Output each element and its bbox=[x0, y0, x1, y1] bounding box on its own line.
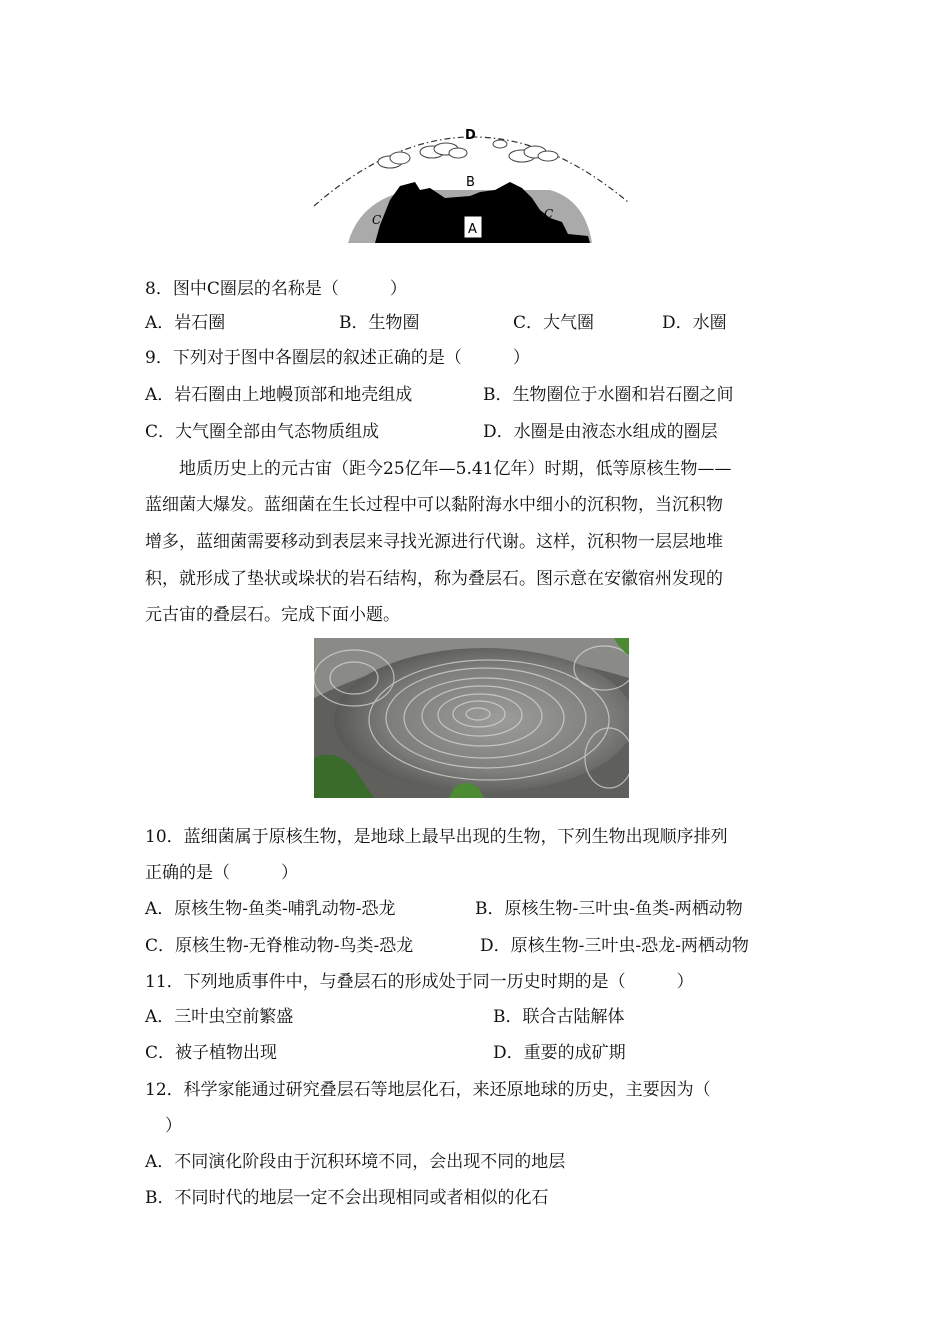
q11-option-d: D．重要的成矿期 bbox=[493, 1043, 626, 1063]
q8-option-b: B．生物圈 bbox=[339, 313, 420, 333]
passage-line: 增多，蓝细菌需要移动到表层来寻找光源进行代谢。这样，沉积物一层层地堆 bbox=[145, 532, 723, 552]
cloud-icon bbox=[378, 152, 410, 168]
q10-option-c: C．原核生物-无脊椎动物-鸟类-恐龙 bbox=[145, 936, 414, 956]
label-c-right: C bbox=[544, 207, 554, 221]
cloud-icon bbox=[509, 146, 558, 162]
stromatolite-photo bbox=[314, 638, 629, 798]
label-b: B bbox=[466, 175, 475, 190]
passage-line: 元古宙的叠层石。完成下面小题。 bbox=[145, 605, 400, 625]
q10-option-d: D．原核生物-三叶虫-恐龙-两栖动物 bbox=[480, 936, 749, 956]
question-12-stem: 12．科学家能通过研究叠层石等地层化石，来还原地球的历史，主要因为（ bbox=[145, 1080, 711, 1100]
q10-option-b: B．原核生物-三叶虫-鱼类-两栖动物 bbox=[475, 899, 743, 919]
q8-option-c: C．大气圈 bbox=[513, 313, 595, 333]
question-9-stem: 9．下列对于图中各圈层的叙述正确的是（ ） bbox=[145, 348, 530, 368]
question-12-stem-cont: ） bbox=[165, 1116, 182, 1136]
question-11-stem: 11．下列地质事件中，与叠层石的形成处于同一历史时期的是（ ） bbox=[145, 972, 694, 992]
earth-spheres-diagram bbox=[300, 110, 640, 250]
label-a: A bbox=[468, 222, 477, 237]
q11-option-a: A．三叶虫空前繁盛 bbox=[145, 1007, 294, 1027]
q9-option-c: C．大气圈全部由气态物质组成 bbox=[145, 422, 380, 442]
question-8-stem: 8．图中C圈层的名称是（ ） bbox=[145, 279, 407, 299]
q8-option-a: A．岩石圈 bbox=[145, 313, 226, 333]
q9-option-b: B．生物圈位于水圈和岩石圈之间 bbox=[483, 385, 734, 405]
q9-option-d: D．水圈是由液态水组成的圈层 bbox=[483, 422, 718, 442]
q10-option-a: A．原核生物-鱼类-哺乳动物-恐龙 bbox=[145, 899, 396, 919]
cloud-icon bbox=[493, 140, 507, 148]
q9-option-a: A．岩石圈由上地幔顶部和地壳组成 bbox=[145, 385, 413, 405]
label-d: D bbox=[465, 128, 476, 143]
q12-option-b: B．不同时代的地层一定不会出现相同或者相似的化石 bbox=[145, 1188, 549, 1208]
q8-option-d: D．水圈 bbox=[662, 313, 727, 333]
question-10-stem: 10．蓝细菌属于原核生物，是地球上最早出现的生物，下列生物出现顺序排列 bbox=[145, 827, 728, 847]
q12-option-a: A．不同演化阶段由于沉积环境不同，会出现不同的地层 bbox=[145, 1152, 566, 1172]
passage-line: 地质历史上的元古宙（距今25亿年—5.41亿年）时期，低等原核生物—— bbox=[179, 459, 732, 479]
passage-line: 积，就形成了垫状或垛状的岩石结构，称为叠层石。图示意在安徽宿州发现的 bbox=[145, 569, 723, 589]
cloud-icon bbox=[420, 143, 467, 158]
question-10-stem-cont: 正确的是（ ） bbox=[145, 863, 298, 883]
label-c-left: C bbox=[372, 213, 382, 227]
q11-option-c: C．被子植物出现 bbox=[145, 1043, 278, 1063]
q11-option-b: B．联合古陆解体 bbox=[493, 1007, 625, 1027]
passage-line: 蓝细菌大爆发。蓝细菌在生长过程中可以黏附海水中细小的沉积物，当沉积物 bbox=[145, 495, 723, 515]
